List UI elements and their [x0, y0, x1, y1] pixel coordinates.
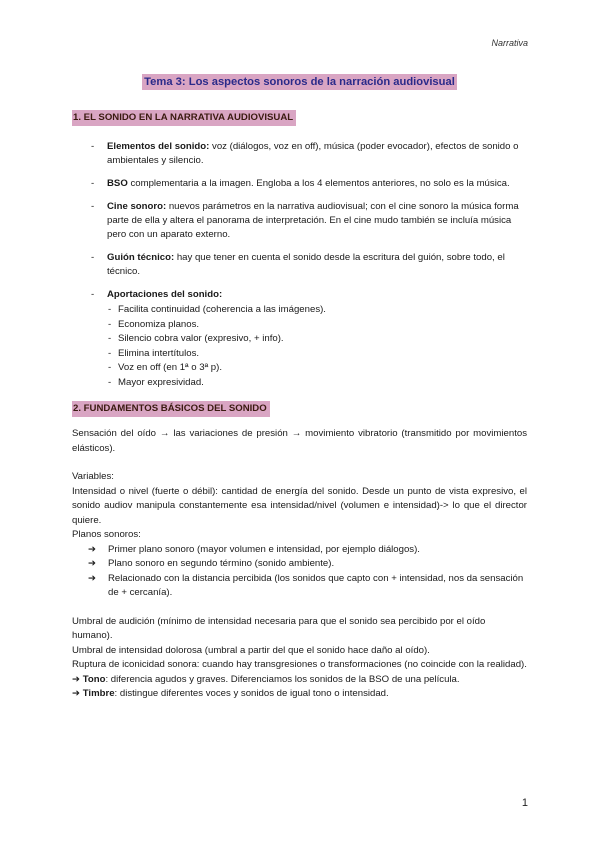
arrow-icon: ➔ — [88, 572, 97, 584]
tono-line — [72, 673, 527, 688]
definition: complementaria a la imagen. Engloba a los 4 elementos anteriores, no solo es la música. — [127, 178, 510, 189]
sub-item: - Voz en off (en 1ª o 3ª p). — [107, 361, 527, 376]
section-1-list — [72, 140, 527, 390]
umbral-dolorosa: Umbral de intensidad dolorosa (umbral a partir del que el sonido hace daño al oído). — [72, 644, 430, 656]
page-number: 1 — [521, 797, 528, 809]
sub-item: - Facilita continuidad (coherencia a las imágenes). — [107, 303, 527, 318]
sub-item: - Economiza planos. — [107, 318, 527, 333]
list-item-aportaciones — [72, 288, 527, 390]
planos-list — [72, 543, 527, 601]
intensidad-paragraph: Intensidad o nivel (fuerte o débil): cantidad de energía del sonido. Desde un punto de vista expresivo, el sonido audiov manipula constantemente esa intensidad/nivel (volumen e intensidad)-> lo que el director quiere. — [72, 485, 527, 526]
term: Cine sonoro: — [107, 201, 167, 212]
list-item — [72, 251, 527, 279]
definition: nuevos parámetros en la narrativa audiovisual; con el cine sonoro la música forma parte de ella y altera el panorama de interpretación. En el cine mudo también se incluía música pero con un aparato externo. — [107, 201, 519, 240]
timbre-term: Timbre — [82, 688, 115, 699]
arrow-icon: ➔ — [88, 543, 97, 555]
section-2-heading-wrap — [72, 398, 527, 417]
plano-text: Plano sonoro en segundo término (sonido ambiente). — [108, 558, 335, 569]
section-1-heading-wrap — [72, 107, 527, 126]
arrow-icon: ➔ — [72, 688, 81, 699]
timbre-line — [72, 687, 527, 702]
page-title: Tema 3: Los aspectos sonoros de la narración audiovisual — [144, 76, 455, 88]
planos-label: Planos sonoros: — [72, 529, 141, 540]
tono-term: Tono — [82, 673, 106, 685]
term: Elementos del sonido: — [107, 141, 210, 152]
term: Guión técnico: — [107, 252, 175, 263]
plano-text: Primer plano sonoro (mayor volumen e intensidad, por ejemplo diálogos). — [108, 543, 420, 555]
tono-text: : diferencia agudos y graves. Diferenciamos los sonidos de la BSO de una película. — [105, 673, 460, 685]
ruptura-iconicidad: Ruptura de iconicidad sonora: cuando hay transgresiones o transformaciones (no coincide con la realidad). — [72, 659, 527, 670]
sub-item: - Mayor expresividad. — [107, 376, 527, 391]
definition: hay que tener en cuenta el sonido desde la escritura del guión, sobre todo, el técnico. — [107, 252, 505, 277]
page-content — [72, 72, 527, 702]
umbral-audicion: Umbral de audición (mínimo de intensidad necesaria para que el sonido sea percibido por el oído humano). — [72, 615, 486, 641]
sub-item: - Silencio cobra valor (expresivo, + info). — [107, 332, 527, 347]
intro-paragraph: Sensación del oído → las variaciones de presión → movimiento vibratorio (transmitido por movimientos elásticos). — [72, 428, 527, 454]
list-item — [72, 140, 527, 168]
aportaciones-sublist — [107, 303, 527, 390]
variables-label: Variables: — [72, 471, 114, 482]
section-1-heading: 1. EL SONIDO EN LA NARRATIVA AUDIOVISUAL — [72, 110, 296, 126]
section-2-heading: 2. FUNDAMENTOS BÁSICOS DEL SONIDO — [72, 401, 270, 417]
arrow-icon: ➔ — [72, 673, 81, 685]
running-header: Narrativa — [491, 38, 528, 48]
plano-text: Relacionado con la distancia percibida (los sonidos que capto con + intensidad, nos da sensación de + cercanía). — [108, 572, 524, 598]
arrow-item — [72, 543, 527, 558]
title-wrap — [72, 72, 527, 90]
term: Aportaciones del sonido: — [107, 289, 223, 300]
arrow-icon: ➔ — [88, 558, 97, 569]
timbre-text: : distingue diferentes voces y sonidos de igual tono o intensidad. — [114, 688, 389, 699]
arrow-item — [72, 557, 527, 572]
definition: voz (diálogos, voz en off), música (poder evocador), efectos de sonido o ambientales y silencio. — [107, 141, 519, 166]
arrow-item — [72, 572, 527, 601]
term: BSO — [107, 178, 128, 189]
sub-item: - Elimina intertítulos. — [107, 347, 527, 362]
list-item — [72, 200, 527, 242]
list-item — [72, 177, 527, 191]
